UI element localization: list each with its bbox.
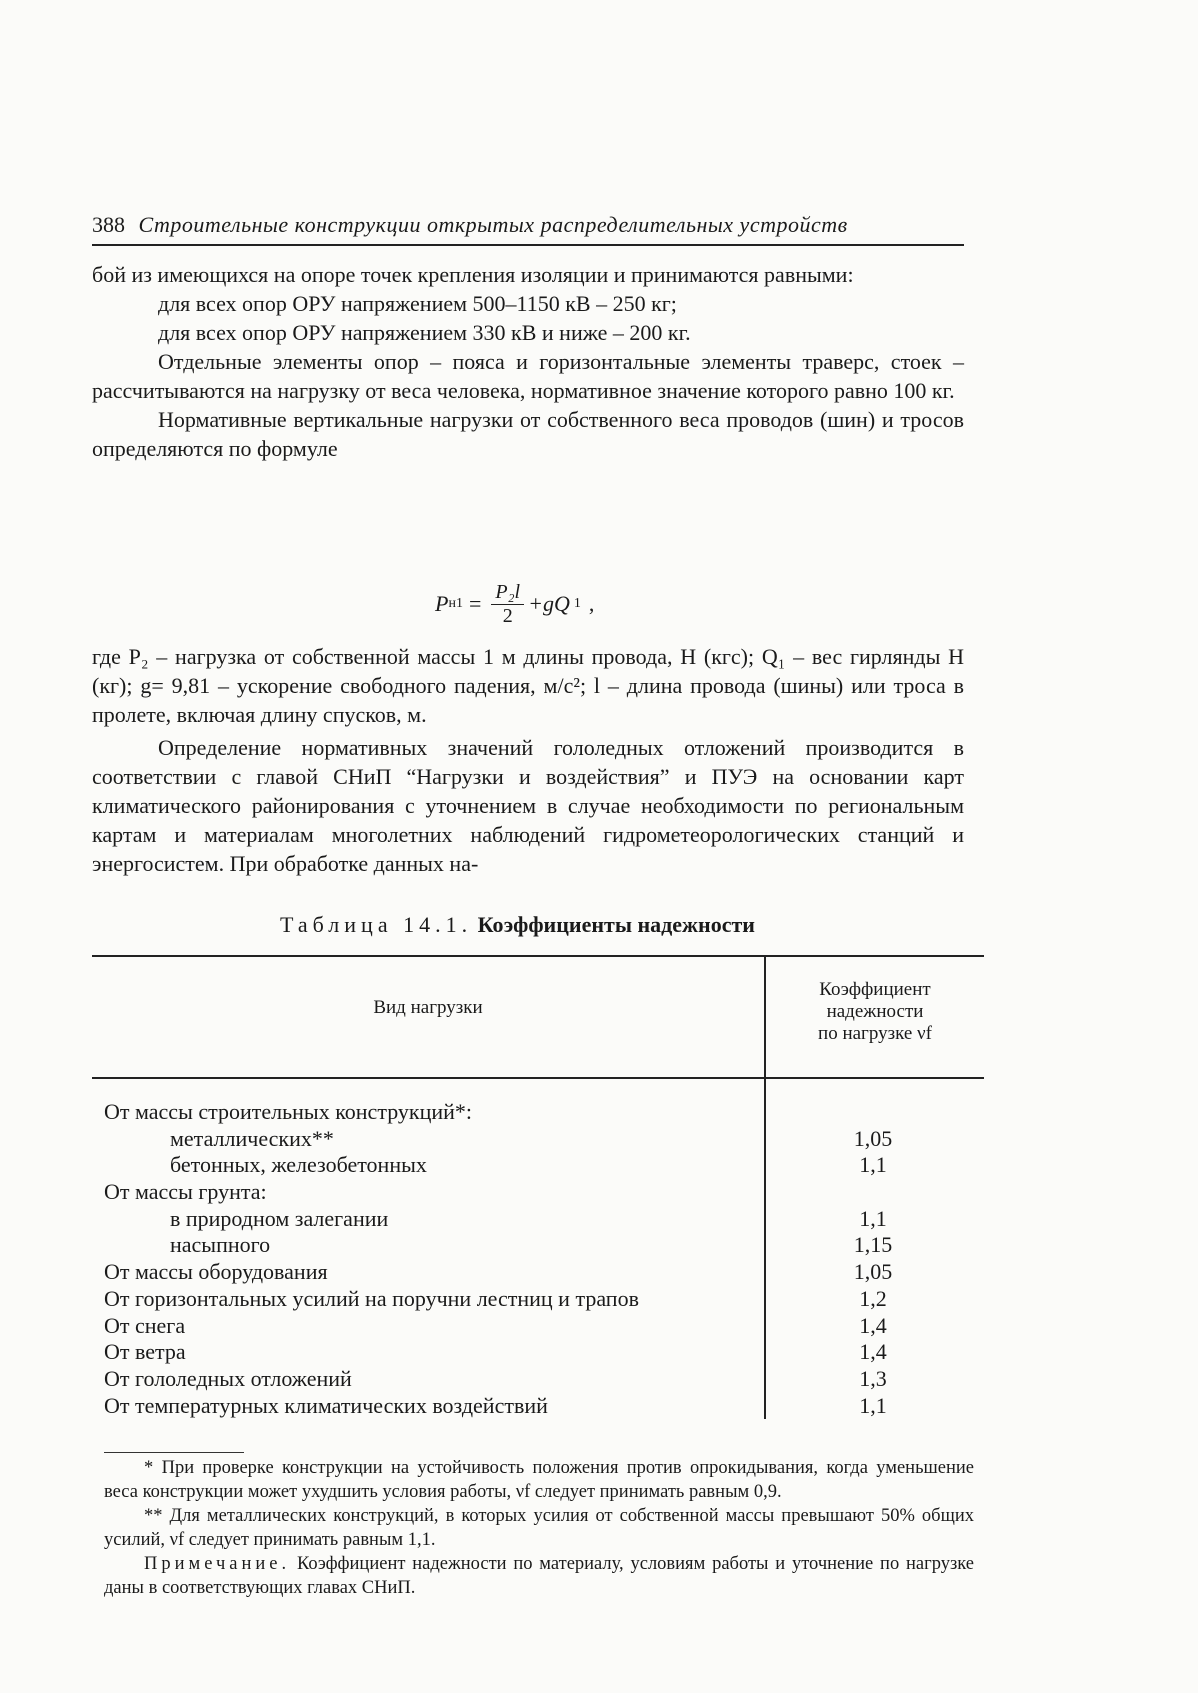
table-header-coefficient — [766, 979, 984, 1045]
row-value: 1,15 — [853, 1232, 893, 1258]
formula-lhs-sub: н1 — [448, 596, 463, 611]
formula-numerator: P₂l — [491, 581, 524, 605]
body-text-top — [92, 260, 964, 463]
row-value: 1,3 — [859, 1365, 887, 1391]
reliability-table — [92, 955, 984, 1419]
formula-rest-sub: 1 — [573, 596, 581, 611]
table-row — [104, 1366, 984, 1393]
paragraph-4: Отдельные элементы опор – пояса и горизонтальные элементы траверс, стоек – рассчитываются на нагрузку от веса человека, нормативное значение которого равно 100 кг. — [92, 349, 964, 403]
note-label: Примечание. — [144, 1554, 291, 1574]
table-header-coefficient-line1: Коэффициент — [819, 979, 931, 1000]
paragraph-5: Нормативные вертикальные нагрузки от собственного веса проводов (шин) и тросов определяются по формуле — [92, 407, 964, 461]
table-row — [104, 1259, 984, 1286]
row-value: 1,1 — [859, 1205, 887, 1231]
table-row — [104, 1286, 984, 1313]
row-value: 1,1 — [859, 1392, 887, 1418]
table-row — [104, 1393, 984, 1420]
table-row — [104, 1206, 984, 1233]
table-row — [104, 1099, 984, 1126]
formula-lhs: P — [435, 591, 449, 616]
formula-rest: +gQ — [528, 591, 570, 616]
paragraph-3: для всех опор ОРУ напряжением 330 кВ и ниже – 200 кг. — [158, 320, 691, 345]
row-label: От температурных климатических воздействий — [104, 1392, 548, 1418]
paragraph-2: для всех опор ОРУ напряжением 500–1150 кВ – 250 кг; — [158, 291, 677, 316]
table-row — [104, 1179, 984, 1206]
row-label: От массы оборудования — [104, 1259, 328, 1285]
row-value: 1,1 — [859, 1152, 887, 1178]
formula-tail: , — [588, 591, 595, 616]
footnote-2: ** Для металлических конструкций, в которых усилия от собственной массы превышают 50% общих усилий, νf следует принимать равным 1,1. — [104, 1506, 974, 1550]
table-header-coefficient-line2: надежности — [826, 1001, 924, 1022]
row-value: 1,4 — [859, 1312, 887, 1338]
row-value: 1,05 — [853, 1125, 893, 1151]
table-row — [104, 1126, 984, 1153]
footnote-rule — [104, 1452, 244, 1453]
row-value: 1,2 — [859, 1285, 887, 1311]
table-rule-top — [92, 955, 984, 957]
paragraph-6: где P₂ – нагрузка от собственной массы 1 м длины провода, Н (кгс); Q₁ – вес гирлянды Н (кг); g= 9,81 – ускорение свободного падения, м/с²; l – длина провода (шины) или троса в пролете, включая длину спусков, м. — [92, 644, 964, 727]
table-note — [104, 1552, 974, 1600]
row-value: 1,4 — [859, 1339, 887, 1365]
row-value — [764, 1179, 982, 1206]
table-caption-title: Коэффициенты надежности — [477, 912, 755, 937]
table-header-coefficient-line3: по нагрузке νf — [818, 1023, 932, 1044]
formula — [435, 576, 594, 632]
row-label: металлических** — [170, 1125, 334, 1151]
paragraph-7: Определение нормативных значений гололедных отложений производится в соответствии с главой СНиП “Нагрузки и воздействия” и ПУЭ на основании карт климатического районирования с уточнением в случае необходимости по региональным картам и материалам многолетних наблюдений гидрометеорологических станций и энергосистем. При обработке данных на- — [92, 735, 964, 876]
row-value — [764, 1099, 982, 1126]
table-row — [104, 1152, 984, 1179]
chapter-title: Строительные конструкции открытых распределительных устройств — [138, 212, 848, 237]
footnotes — [104, 1456, 974, 1600]
table-row — [104, 1232, 984, 1259]
row-label: От гололедных отложений — [104, 1365, 352, 1391]
row-value: 1,05 — [853, 1259, 893, 1285]
table-header-load-type: Вид нагрузки — [373, 997, 483, 1018]
row-label: От массы грунта: — [104, 1179, 267, 1205]
table-body — [104, 1099, 984, 1419]
formula-eq: = — [468, 591, 482, 616]
table-row — [104, 1339, 984, 1366]
table-caption-label: Таблица 14.1. — [280, 912, 473, 937]
table-caption — [280, 912, 920, 938]
note-text: Коэффициент надежности по материалу, условиям работы и уточнение по нагрузке даны в соответствующих главах СНиП. — [104, 1554, 975, 1598]
page-number: 388 — [92, 212, 125, 237]
body-text-bottom — [92, 642, 964, 878]
table-row — [104, 1313, 984, 1340]
row-label: От массы строительных конструкций*: — [104, 1099, 473, 1124]
formula-denominator: 2 — [502, 604, 513, 627]
row-label: От ветра — [104, 1339, 186, 1365]
footnote-1: * При проверке конструкции на устойчивость положения против опрокидывания, когда уменьшение веса конструкции может ухудшить условия работы, νf следует принимать равным 0,9. — [104, 1458, 974, 1502]
row-label: От снега — [104, 1312, 186, 1338]
paragraph-1: бой из имеющихся на опоре точек крепления изоляции и принимаются равными: — [92, 262, 854, 287]
running-header — [92, 212, 964, 246]
table-rule-header — [92, 1077, 984, 1079]
formula-fraction — [491, 581, 524, 628]
row-label: насыпного — [170, 1232, 271, 1258]
row-label: бетонных, железобетонных — [170, 1152, 427, 1178]
row-label: в природном залегании — [170, 1205, 389, 1231]
row-label: От горизонтальных усилий на поручни лестниц и трапов — [104, 1285, 639, 1311]
